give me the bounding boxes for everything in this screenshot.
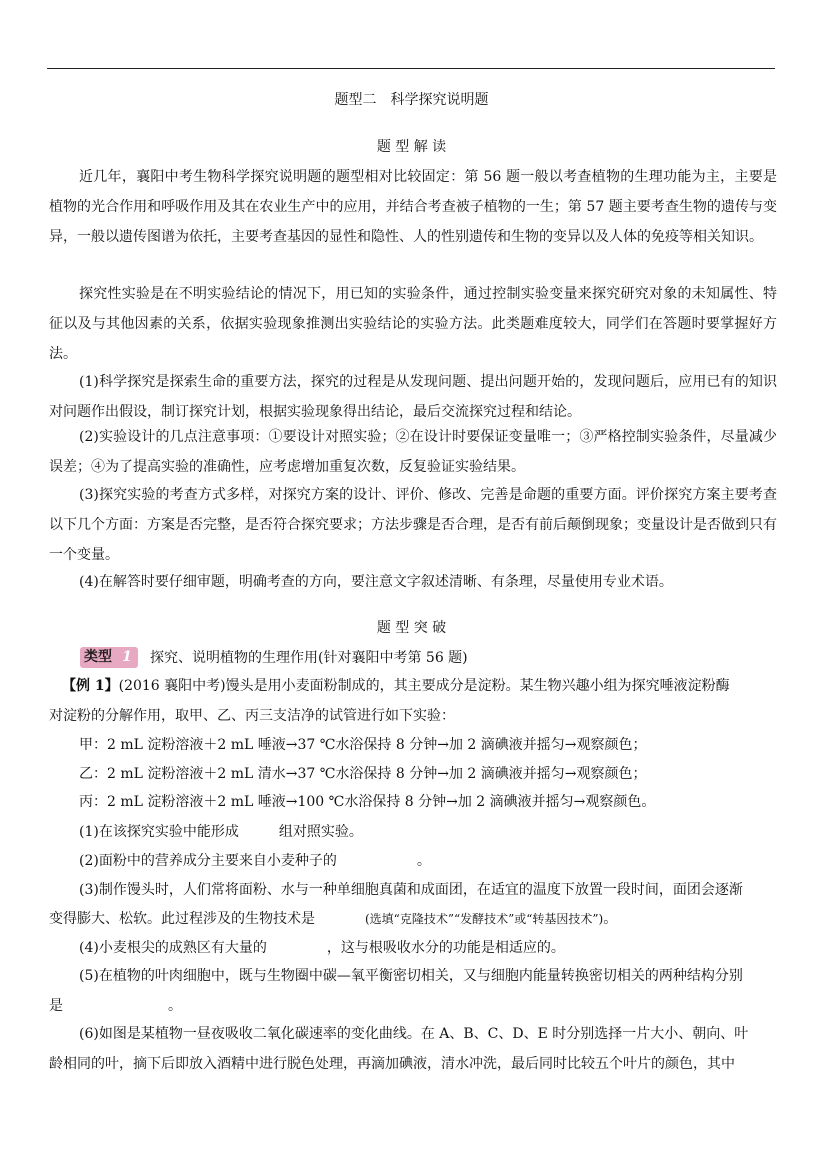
intro-paragraph: 近几年，襄阳中考生物科学探究说明题的题型相对比较固定：第 56 题一般以考查植物的生理功能为主，主要是植物的光合作用和呼吸作用及其在农业生产中的应用，并结合考查被子植物的一生；第 57 题主要考查生物的遗传与变异，一般以遗传图谱为依托，主要考查基因的显性和隐性、人的性别遗传和生物的变异以及人体的免疫等相关知识。 [49,169,777,245]
setup-tube-b: 乙：2 mL 淀粉溶液＋2 mL 清水→37 ℃水浴保持 8 分钟→加 2 滴碘液并摇匀→观察颜色； [79,766,647,782]
type-badge-number: 1 [122,649,132,665]
question-2 [79,851,431,871]
section-heading-breakthrough: 题 型 突 破 [376,620,447,636]
example-stem-text: 馒头是用小麦面粉制成的，其主要成分是淀粉。某生物兴趣小组为探究唾液淀粉酶 [225,678,730,694]
question-5-line-2 [49,996,182,1016]
question-5-suffix: 。 [168,998,182,1014]
type-title: 探究、说明植物的生理作用(针对襄阳中考第 56 题) [150,650,468,666]
type-badge [80,647,138,668]
example-source: (2016 襄阳中考) [118,678,226,694]
page-title: 题型二 科学探究说明题 [334,92,489,108]
question-2-prompt: (2)面粉中的营养成分主要来自小麦种子的 [79,853,337,869]
question-4 [79,938,565,958]
question-1-prompt: (1)在该探究实验中能形成 [79,824,239,840]
example-label: 【例 1】 [62,678,119,694]
definition-paragraph: 探究性实验是在不明实验结论的情况下，用已知的实验条件，通过控制实验变量来探究研究对象的未知属性、特征以及与其他因素的关系，依据实验现象推测出实验结论的实验方法。此类题难度较大，同学们在答题时要掌握好方法。 [49,286,777,362]
example-stem-line-1 [62,676,730,696]
question-6-line-1: (6)如图是某植物一昼夜吸收二氧化碳速率的变化曲线。在 A、B、C、D、E 时分别选择一片大小、朝向、叶 [79,1026,749,1042]
question-4-prompt: (4)小麦根尖的成熟区有大量的 [79,940,267,956]
setup-tube-c: 丙：2 mL 淀粉溶液＋2 mL 唾液→100 ℃水浴保持 8 分钟→加 2 滴碘液并摇匀→观察颜色。 [79,794,656,810]
point-3-paragraph: (3)探究实验的考查方式多样，对探究方案的设计、评价、修改、完善是命题的重要方面。评价探究方案主要考查以下几个方面：方案是否完整，是否符合探究要求；方法步骤是否合理，是否有前后颠倒现象；变量设计是否做到只有一个变量。 [49,487,777,563]
question-2-suffix: 。 [416,853,431,869]
question-3-line-2 [49,909,617,929]
header-rule [47,68,775,69]
question-4-suffix: ，这与根吸收水分的功能是相适应的。 [326,940,565,956]
question-3-suffix: 。 [603,911,618,927]
point-1-paragraph: (1)科学探究是探索生命的重要方法，探究的过程是从发现问题、提出问题开始的，发现问题后，应用已有的知识对问题作出假设，制订探究计划，根据实验现象得出结论，最后交流探究过程和结论。 [49,374,777,420]
example-stem-line-2: 对淀粉的分解作用，取甲、乙、丙三支洁净的试管进行如下实验： [49,708,455,724]
question-3-prompt: 变得膨大、松软。此过程涉及的生物技术是 [49,911,315,927]
question-3-hint: (选填“克隆技术”“发酵技术”或“转基因技术”) [365,912,604,926]
question-5-prompt: 是 [49,998,63,1014]
question-5-line-1: (5)在植物的叶肉细胞中，既与生物圈中碳—氧平衡密切相关，又与细胞内能量转换密切相关的两种结构分别 [79,968,743,984]
setup-tube-a: 甲：2 mL 淀粉溶液＋2 mL 唾液→37 ℃水浴保持 8 分钟→加 2 滴碘液并摇匀→观察颜色； [79,737,647,753]
section-heading-reading: 题 型 解 读 [376,139,447,155]
question-1-suffix: 组对照实验。 [278,824,363,840]
question-3-line-1: (3)制作馒头时，人们常将面粉、水与一种单细胞真菌和成面团，在适宜的温度下放置一段时间，面团会逐渐 [79,882,743,898]
point-2-paragraph: (2)实验设计的几点注意事项：①要设计对照实验；②在设计时要保证变量唯一；③严格控制实验条件，尽量减少误差；④为了提高实验的准确性，应考虑增加重复次数，反复验证实验结果。 [49,429,777,475]
type-badge-label: 类型 [84,649,112,665]
point-4-paragraph: (4)在解答时要仔细审题，明确考查的方向，要注意文字叙述清晰、有条理，尽量使用专业术语。 [79,574,673,590]
question-1 [79,822,363,842]
question-6-line-2: 龄相同的叶，摘下后即放入酒精中进行脱色处理，再滴加碘液，清水冲洗，最后同时比较五个叶片的颜色，其中 [49,1056,735,1072]
